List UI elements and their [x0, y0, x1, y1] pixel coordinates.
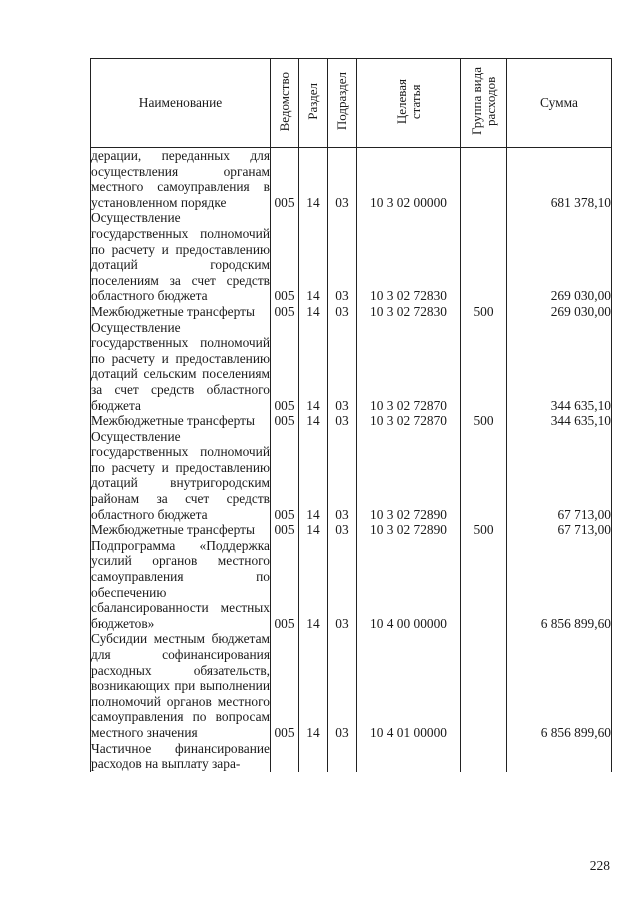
row-vedomstvo-cell: 005	[271, 320, 299, 414]
row-sum-cell: 67 713,00	[507, 522, 612, 538]
table-body	[91, 148, 612, 772]
row-name-cell: Осуществление государственных полномочий по расчету и предоставлению дотаций городским поселениям за счет средств областного бюджета	[91, 210, 270, 304]
row-group-cell	[461, 210, 507, 304]
row-podrazdel-cell	[328, 741, 357, 772]
row-vedomstvo-cell: 005	[271, 304, 299, 320]
row-sum-cell: 67 713,00	[507, 429, 612, 523]
row-razdel-cell: 14	[299, 320, 328, 414]
row-razdel-cell: 14	[299, 538, 328, 632]
table-row	[91, 522, 612, 538]
row-group-cell: 500	[461, 304, 507, 320]
row-sum-cell: 344 635,10	[507, 413, 612, 429]
row-vedomstvo-cell: 005	[271, 210, 299, 304]
row-sum-cell	[507, 741, 612, 772]
row-vedomstvo-cell	[271, 741, 299, 772]
table-row	[91, 210, 612, 304]
row-target-cell	[357, 741, 461, 772]
header-name: Наименование	[91, 59, 271, 148]
row-vedomstvo-cell: 005	[271, 413, 299, 429]
row-razdel-cell: 14	[299, 148, 328, 211]
row-podrazdel-cell: 03	[328, 538, 357, 632]
row-target-cell: 10 3 02 00000	[357, 148, 461, 211]
row-name-cell: Межбюджетные трансферты	[91, 522, 271, 538]
header-sum: Сумма	[507, 59, 612, 148]
row-vedomstvo-cell: 005	[271, 429, 299, 523]
row-name-cell: дерации, переданных для осуществления органам местного самоуправления в установленном порядке	[91, 148, 270, 210]
row-name-cell: Частичное финансирование расходов на выплату зара-	[91, 740, 270, 772]
header-vedomstvo: Ведомство	[271, 59, 299, 148]
row-target-cell: 10 3 02 72870	[357, 320, 461, 414]
row-podrazdel-cell: 03	[328, 413, 357, 429]
row-razdel-cell: 14	[299, 631, 328, 740]
row-vedomstvo-cell: 005	[271, 538, 299, 632]
row-sum-cell: 269 030,00	[507, 210, 612, 304]
table-header-row	[91, 59, 612, 148]
header-razdel: Раздел	[299, 59, 328, 148]
row-group-cell	[461, 631, 507, 740]
row-name-cell: Субсидии местным бюджетам для софинансирования расходных обязательств, возникающих при выполнении полномочий органов местного самоуправления по вопросам местного значения	[91, 631, 270, 740]
row-vedomstvo-cell: 005	[271, 631, 299, 740]
table-row	[91, 741, 612, 772]
table-row	[91, 304, 612, 320]
row-razdel-cell: 14	[299, 210, 328, 304]
row-podrazdel-cell: 03	[328, 304, 357, 320]
table-row	[91, 538, 612, 632]
row-razdel-cell: 14	[299, 413, 328, 429]
row-target-cell: 10 4 00 00000	[357, 538, 461, 632]
row-razdel-cell: 14	[299, 429, 328, 523]
row-vedomstvo-cell: 005	[271, 522, 299, 538]
row-group-cell	[461, 741, 507, 772]
row-name-cell: Межбюджетные трансферты	[91, 304, 271, 320]
row-podrazdel-cell: 03	[328, 210, 357, 304]
row-name-cell: Межбюджетные трансферты	[91, 413, 271, 429]
row-razdel-cell: 14	[299, 304, 328, 320]
row-target-cell: 10 3 02 72890	[357, 522, 461, 538]
row-group-cell: 500	[461, 522, 507, 538]
table-row	[91, 148, 612, 211]
row-podrazdel-cell: 03	[328, 429, 357, 523]
budget-table	[90, 58, 612, 772]
page-number: 228	[589, 858, 610, 873]
row-target-cell: 10 3 02 72890	[357, 429, 461, 523]
row-razdel-cell: 14	[299, 522, 328, 538]
row-name-cell: Подпрограмма «Поддержка усилий органов местного самоуправления по обеспечению сбалансированности местных бюджетов»	[91, 537, 270, 631]
row-podrazdel-cell: 03	[328, 631, 357, 740]
row-target-cell: 10 3 02 72870	[357, 413, 461, 429]
row-target-cell: 10 4 01 00000	[357, 631, 461, 740]
row-name-cell: Осуществление государственных полномочий по расчету и предоставлению дотаций сельским поселениям за счет средств областного бюджета	[91, 319, 270, 413]
row-sum-cell: 6 856 899,60	[507, 631, 612, 740]
row-razdel-cell	[299, 741, 328, 772]
row-vedomstvo-cell: 005	[271, 148, 299, 211]
table-row	[91, 413, 612, 429]
row-sum-cell: 681 378,10	[507, 148, 612, 211]
row-group-cell: 500	[461, 413, 507, 429]
header-target: Целевая статья	[357, 59, 461, 148]
row-name-cell: Осуществление государственных полномочий по расчету и предоставлению дотаций внутригородским районам за счет средств областного бюджета	[91, 428, 270, 522]
table-row	[91, 631, 612, 740]
row-podrazdel-cell: 03	[328, 320, 357, 414]
row-group-cell	[461, 538, 507, 632]
header-podrazdel: Подраздел	[328, 59, 357, 148]
header-group: Группа вида расходов	[461, 59, 507, 148]
row-group-cell	[461, 320, 507, 414]
row-target-cell: 10 3 02 72830	[357, 304, 461, 320]
row-target-cell: 10 3 02 72830	[357, 210, 461, 304]
row-group-cell	[461, 429, 507, 523]
row-group-cell	[461, 148, 507, 211]
table-row	[91, 320, 612, 414]
row-sum-cell: 269 030,00	[507, 304, 612, 320]
table-row	[91, 429, 612, 523]
row-sum-cell: 344 635,10	[507, 320, 612, 414]
row-podrazdel-cell: 03	[328, 148, 357, 211]
row-podrazdel-cell: 03	[328, 522, 357, 538]
row-sum-cell: 6 856 899,60	[507, 538, 612, 632]
